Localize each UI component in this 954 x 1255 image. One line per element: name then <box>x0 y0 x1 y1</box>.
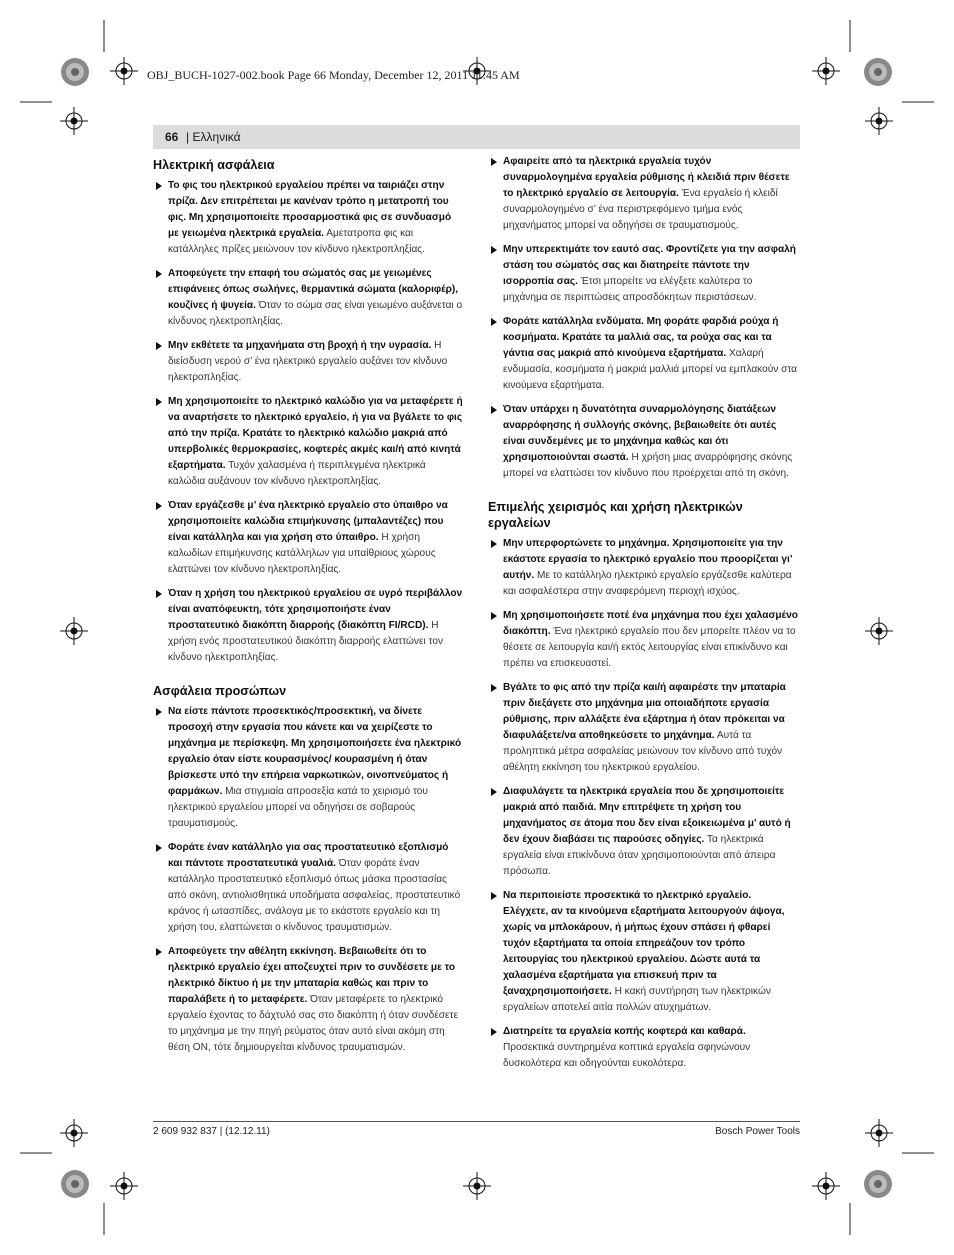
print-header: OBJ_BUCH-1027-002.book Page 66 Monday, December 12, 2011 11:45 AM <box>147 68 520 82</box>
instruction-explanation-text: Η κακή συντήρηση των ηλεκτρικών εργαλείων αποτελεί αιτία πολλών ατυχημάτων. <box>503 986 771 1013</box>
safety-instruction <box>153 178 463 258</box>
instruction-bold-text: Αποφεύγετε την αθέλητη εκκίνηση. Βεβαιωθείτε ότι το ηλεκτρικό εργαλείο έχει αποζευχτεί πριν το συνδέσετε με το ηλεκτρικό δίκτυο ή με την μπαταρία καθώς και πριν το παραλάβετε ή το μεταφέρετε. <box>168 946 456 1005</box>
bullet-triangle-icon <box>156 398 162 406</box>
instruction-explanation-text: Με το κατάλληλο ηλεκτρικό εργαλείο εργάζεσθε καλύτερα και ασφαλέστερα στην αναφερόμενη περιοχή ισχύος. <box>503 570 792 597</box>
instruction-bold-text: Μη χρησιμοποιήσετε ποτέ ένα μηχάνημα που έχει χαλασμένο διακόπτη. <box>503 610 798 637</box>
safety-instruction <box>488 1024 798 1072</box>
safety-instruction <box>153 266 463 330</box>
instruction-bold-text: Αφαιρείτε από τα ηλεκτρικά εργαλεία τυχόν συναρμολογημένα εργαλεία ρύθμισης ή κλειδιά πριν θέσετε το ηλεκτρικό εργαλείο σε λειτουργία. <box>503 156 790 199</box>
instruction-explanation-text: Αυτά τα προληπτικά μέτρα ασφαλείας μειώνουν τον κίνδυνο από τυχόν αθέλητη εκκίνηση του ηλεκτρικού εργαλείου. <box>503 730 783 773</box>
page-language <box>186 130 241 144</box>
instruction-explanation-text: Όταν το σώμα σας είναι γειωμένο αυξάνεται ο κίνδυνος ηλεκτροπληξίας. <box>168 300 463 327</box>
footer-brand: Bosch Power Tools <box>715 1126 800 1137</box>
instruction-bold-text: Μην υπερεκτιμάτε τον εαυτό σας. Φροντίζετε για την ασφαλή στάση του σώματός σας και διατηρείτε πάντοτε την ισορροπία σας. <box>503 244 796 287</box>
instruction-bold-text: Μη χρησιμοποιείτε το ηλεκτρικό καλώδιο για να μεταφέρετε ή να αναρτήσετε το ηλεκτρικό εργαλείο, ή για να βγάλετε το φις από την πρίζα. Κρατάτε το ηλεκτρικό καλώδιο μακριά από υπερβολικές θερμοκρασίες, κοφτερές ακμές και/ή από κινητά εξαρτήματα. <box>168 396 463 471</box>
language-label: Ελληνικά <box>192 130 241 144</box>
safety-instruction <box>488 680 798 776</box>
safety-instruction <box>488 314 798 394</box>
bullet-triangle-icon <box>491 158 497 166</box>
instruction-bold-text: Βγάλτε το φις από την πρίζα και/ή αφαιρέστε την μπαταρία πριν διεξάγετε στο μηχάνημα μια οποιαδήποτε εργασία ρύθμισης, πριν αλλάξετε ένα εξάρτημα ή όταν πρόκειται να διαφυλάξετε/να αποθηκεύσετε το μηχάνημα. <box>503 682 786 741</box>
safety-instruction <box>488 154 798 234</box>
safety-instruction <box>488 242 798 306</box>
instruction-explanation-text: Η διείσδυση νερού σ’ ένα ηλεκτρικό εργαλείο αυξάνει τον κίνδυνο ηλεκτροπληξίας. <box>168 340 448 383</box>
safety-instruction <box>153 394 463 490</box>
bullet-triangle-icon <box>156 948 162 956</box>
instruction-bold-text: Να είστε πάντοτε προσεκτικός/προσεκτική, να δίνετε προσοχή στην εργασία που κάνετε και να χειρίζεστε το μηχάνημα με περίσκεψη. Μη χρησιμοποιήσετε ένα ηλεκτρικό εργαλείο όταν είστε κουρασμένος/ κουρασμένη ή όταν βρίσκεστε υπό την επήρεια ναρκωτικών, οινοπνεύματος ή φαρμάκων. <box>168 706 462 797</box>
safety-instruction <box>153 586 463 666</box>
instruction-explanation-text: Όταν μεταφέρετε το ηλεκτρικό εργαλείο έχοντας το δάχτυλό σας στο διακόπτη ή όταν συνδέσετε το μηχάνημα με την πηγή ρεύματος όταν αυτό είναι ακόμη στη θέση ON, τότε δημιουργείται κίνδυνος τραυματισμών. <box>168 994 458 1053</box>
section-title: Ηλεκτρική ασφάλεια <box>153 158 275 172</box>
instruction-explanation-text: Έτσι μπορείτε να ελέγξετε καλύτερα το μηχάνημα σε περιπτώσεις απροσδόκητων περιστάσεων. <box>503 276 757 303</box>
safety-instruction <box>488 784 798 880</box>
instruction-bold-text: Φοράτε κατάλληλα ενδύματα. Μη φοράτε φαρδιά ρούχα ή κοσμήματα. Κρατάτε τα μαλλιά σας, τα ρούχα σας και τα γάντια σας μακριά από κινούμενα εξαρτήματα. <box>503 316 779 359</box>
instruction-bold-text: Το φις του ηλεκτρικού εργαλείου πρέπει να ταιριάζει στην πρίζα. Δεν επιτρέπεται με κανέναν τρόπο η μετατροπή του φις. Μη χρησιμοποιείτε προσαρμοστικά φις σε συνδυασμό με γειωμένα ηλεκτρικά εργαλεία. <box>168 180 452 239</box>
safety-instruction <box>153 498 463 578</box>
bullet-triangle-icon <box>491 406 497 414</box>
bullet-triangle-icon <box>156 590 162 598</box>
bullet-triangle-icon <box>156 342 162 350</box>
bullet-triangle-icon <box>156 182 162 190</box>
bullet-triangle-icon <box>156 708 162 716</box>
instruction-explanation-text: Προσεκτικά συντηρημένα κοπτικά εργαλεία σφηνώνουν δυσκολότερα και οδηγούνται ευκολότερα. <box>503 1042 751 1069</box>
safety-instruction <box>153 840 463 936</box>
instruction-bold-text: Αποφεύγετε την επαφή του σώματός σας με γειωμένες επιφάνειες όπως σωλήνες, θερμαντικά σώματα (καλοριφέρ), κουζίνες ή ψυγεία. <box>168 268 459 311</box>
footer-rule <box>153 1121 800 1122</box>
bullet-triangle-icon <box>491 684 497 692</box>
instruction-explanation-text: Μια στιγμιαία απροσεξία κατά το χειρισμό του ηλεκτρικού εργαλείου μπορεί να οδηγήσει σε σοβαρούς τραυματισμούς. <box>168 786 428 829</box>
bullet-triangle-icon <box>156 502 162 510</box>
instruction-explanation-text: Αμετατροπα φις και κατάλληλες πρίζες μειώνουν τον κίνδυνο ηλεκτροπληξίας. <box>168 228 425 255</box>
instruction-bold-text: Να περιποιείστε προσεκτικά το ηλεκτρικό εργαλείο. Ελέγχετε, αν τα κινούμενα εξαρτήματα λειτουργούν άψογα, χωρίς να μπλοκάρουν, ή μήπως έχουν σπάσει ή φθαρεί τυχόν εξαρτήματα τα οποία επηρεάζουν τον τρόπο λειτουργίας του ηλεκτρικού εργαλείου. Δώστε αυτά τα χαλασμένα εξαρτήματα για επισκευή πριν τα ξαναχρησιμοποιήσετε. <box>503 890 785 997</box>
instruction-bold-text: Όταν εργάζεσθε μ’ ένα ηλεκτρικό εργαλείο στο ύπαιθρο να χρησιμοποιείτε καλώδια επιμήκυνσης (μπαλαντέζες) που είναι κατάλληλα και για χρήση στο ύπαιθρο. <box>168 500 448 543</box>
instruction-explanation-text: Τυχόν χαλασμένα ή περιπλεγμένα ηλεκτρικά καλώδια αυξάνουν τον κίνδυνο ηλεκτροπληξίας. <box>168 460 426 487</box>
bullet-triangle-icon <box>491 1028 497 1036</box>
bullet-triangle-icon <box>491 788 497 796</box>
bullet-triangle-icon <box>491 540 497 548</box>
instruction-explanation-text: Η χρήση καλωδίων επιμήκυνσης κατάλληλων για υπαίθριους χώρους ελαττώνει τον κίνδυνο ηλεκτροπληξίας. <box>168 532 436 575</box>
left-column <box>153 154 463 1070</box>
page-separator: | <box>186 130 193 144</box>
instruction-explanation-text: Η χρήση ενός προστατευτικού διακόπτη διαρροής ελαττώνει τον κίνδυνο ηλεκτροπληξίας. <box>168 620 444 663</box>
bullet-triangle-icon <box>491 246 497 254</box>
section-title: Ασφάλεια προσώπων <box>153 684 287 698</box>
bullet-triangle-icon <box>491 318 497 326</box>
instruction-bold-text: Διαφυλάγετε τα ηλεκτρικά εργαλεία που δε χρησιμοποιείτε μακριά από παιδιά. Μην επιτρέψετε τη χρήση του μηχανήματος σε άτομα που δεν είναι εξοικειωμένα μ’ αυτό ή δεν έχουν διαβάσει τις παρούσες οδηγίες. <box>503 786 791 845</box>
instruction-bold-text: Διατηρείτε τα εργαλεία κοπής κοφτερά και καθαρά. <box>503 1026 746 1037</box>
footer-doc-number: 2 609 932 837 | (12.12.11) <box>153 1126 270 1137</box>
instruction-explanation-text: Χαλαρή ενδυμασία, κοσμήματα ή μακριά μαλλιά μπορεί να εμπλακούν στα κινούμενα εξαρτήματα. <box>503 348 798 391</box>
safety-instruction <box>153 338 463 386</box>
instruction-bold-text: Όταν η χρήση του ηλεκτρικού εργαλείου σε υγρό περιβάλλον είναι αναπόφευκτη, τότε χρησιμοποιήστε έναν προστατευτικό διακόπτη διαρροής (διακόπτη FI/RCD). <box>168 588 463 631</box>
instruction-explanation-text: Όταν φοράτε έναν κατάλληλο προστατευτικό εξοπλισμό όπως μάσκα προστασίας από σκόνη, αντιολισθητικά υποδήματα ασφαλείας, προστατευτικό κράνος ή ωτασπίδες, ανάλογα με το εκάστοτε εργαλείο και τη χρήση του, ελαττώνεται ο κίνδυνος τραυματισμών. <box>168 858 461 933</box>
safety-instruction <box>153 704 463 832</box>
page-header-band <box>153 125 800 149</box>
safety-instruction <box>153 944 463 1056</box>
right-column <box>488 154 798 1086</box>
instruction-bold-text: Μην υπερφορτώνετε το μηχάνημα. Χρησιμοποιείτε για την εκάστοτε εργασία το ηλεκτρικό εργαλείο που προορίζεται γι’ αυτήν. <box>503 538 793 581</box>
safety-instruction <box>488 402 798 482</box>
page-number: 66 <box>165 130 179 144</box>
safety-instruction <box>488 536 798 600</box>
bullet-triangle-icon <box>491 612 497 620</box>
instruction-explanation-text: Η χρήση μιας αναρρόφησης σκόνης μπορεί να ελαττώσει τον κίνδυνο που προέρχεται από τη σκόνη. <box>503 452 793 479</box>
instruction-explanation-text: Τα ηλεκτρικά εργαλεία είναι επικίνδυνα όταν χρησιμοποιούνται από άπειρα πρόσωπα. <box>503 834 776 877</box>
safety-instruction <box>488 608 798 672</box>
instruction-bold-text: Μην εκθέτετε τα μηχανήματα στη βροχή ή την υγρασία. <box>168 340 432 351</box>
instruction-explanation-text: Ένα ηλεκτρικό εργαλείο που δεν μπορείτε πλέον να το θέσετε σε λειτουργία και/ή εκτός λειτουργίας είναι επικίνδυνο και πρέπει να επισκευαστεί. <box>503 626 796 669</box>
bullet-triangle-icon <box>491 892 497 900</box>
safety-instruction <box>488 888 798 1016</box>
section-title: Επιμελής χειρισμός και χρήση ηλεκτρικών εργαλείων <box>488 500 743 530</box>
bullet-triangle-icon <box>156 844 162 852</box>
instruction-bold-text: Φοράτε έναν κατάλληλο για σας προστατευτικό εξοπλισμό και πάντοτε προστατευτικά γυαλιά. <box>168 842 449 869</box>
bullet-triangle-icon <box>156 270 162 278</box>
instruction-explanation-text: Ένα εργαλείο ή κλειδί συναρμολογημένο σ’ ένα περιστρεφόμενο τμήμα ενός μηχανήματος μπορεί να οδηγήσει σε τραυματισμούς. <box>503 188 778 231</box>
instruction-bold-text: Όταν υπάρχει η δυνατότητα συναρμολόγησης διατάξεων αναρρόφησης ή συλλογής σκόνης, βεβαιωθείτε ότι αυτές είναι συνδεμένες με το μηχάνημα καθώς και ότι χρησιμοποιούνται σωστά. <box>503 404 777 463</box>
